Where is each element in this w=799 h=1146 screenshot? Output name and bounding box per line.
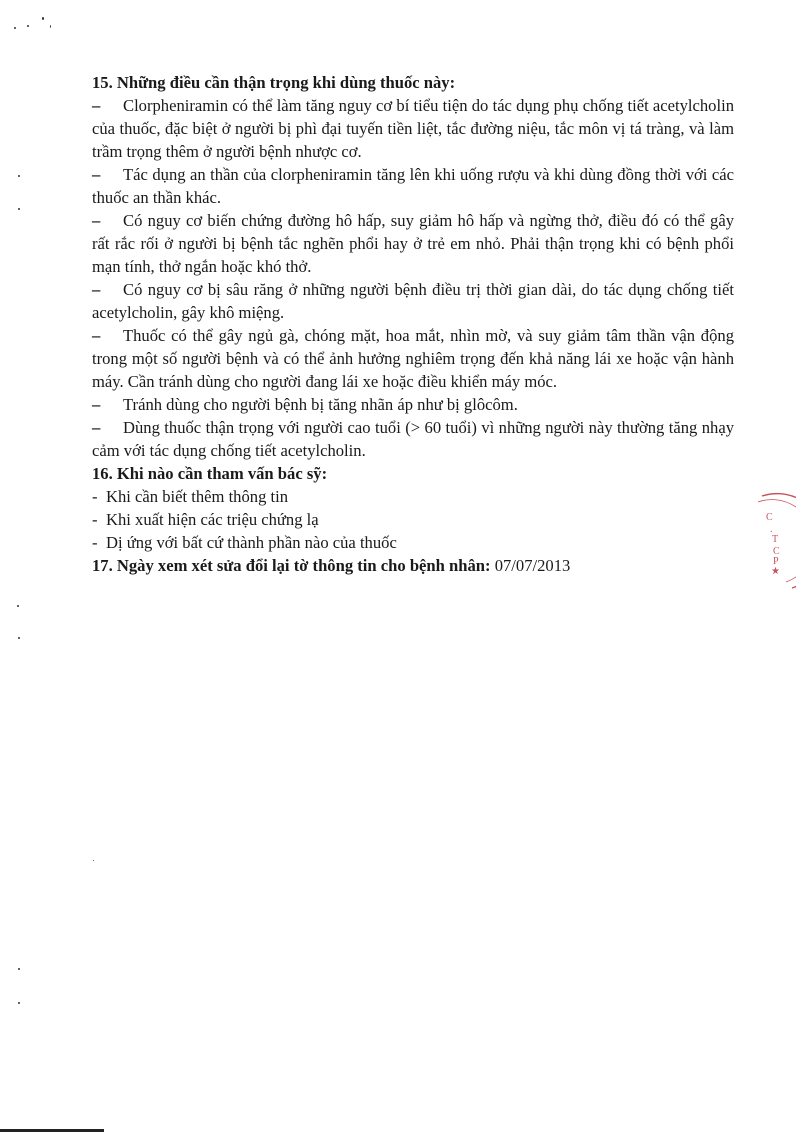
- section-17-title: 17. Ngày xem xét sửa đổi lại tờ thông tin cho bệnh nhân:: [92, 556, 491, 575]
- section-16-item: [92, 485, 734, 508]
- svg-text:T: T: [772, 534, 779, 545]
- scan-speck: [50, 25, 51, 28]
- document-body: [92, 71, 734, 577]
- section-16-item: [92, 508, 734, 531]
- item-text: Khi xuất hiện các triệu chứng lạ: [106, 510, 319, 529]
- item-text: Tránh dùng cho người bệnh bị tăng nhãn áp như bị glôcôm.: [123, 395, 518, 414]
- section-15-item: [92, 209, 734, 278]
- item-text: Có nguy cơ biến chứng đường hô hấp, suy giảm hô hấp và ngừng thở, điều đó có thể gây rất rắc rối ở người bị bệnh tắc nghẽn phổi hay ở trẻ em nhỏ. Phải thận trọng khi có bệnh phổi mạn tính, thở ngắn hoặc khó thở.: [92, 211, 734, 276]
- item-text: Tác dụng an thần của clorpheniramin tăng lên khi uống rượu và khi dùng đồng thời với các thuốc an thần khác.: [92, 165, 734, 207]
- revision-date: 07/07/2013: [494, 556, 571, 575]
- dash-marker: –: [92, 96, 101, 115]
- section-15-heading: 15. Những điều cần thận trọng khi dùng thuốc này:: [92, 73, 456, 92]
- section-16-item: [92, 531, 734, 554]
- item-text: Clorpheniramin có thể làm tăng nguy cơ bí tiểu tiện do tác dụng phụ chống tiết acetylcholin của thuốc, đặc biệt ở người bị phì đại tuyến tiền liệt, tắc đường niệu, tắc môn vị tá tràng, và làm trầm trọng thêm ở người bệnh nhược cơ.: [92, 96, 734, 161]
- svg-text:P: P: [773, 556, 779, 567]
- item-text: Khi cần biết thêm thông tin: [106, 487, 289, 506]
- dash-marker: –: [92, 280, 101, 299]
- hyphen-marker: -: [92, 510, 98, 529]
- dash-marker: –: [92, 418, 101, 437]
- hyphen-marker: -: [92, 487, 98, 506]
- scan-speck: [93, 860, 94, 861]
- section-15-item: [92, 163, 734, 209]
- item-text: Dị ứng với bất cứ thành phần nào của thuốc: [106, 533, 397, 552]
- section-15-item: [92, 416, 734, 462]
- scan-speck: [18, 175, 20, 177]
- scan-speck: [18, 208, 20, 210]
- section-15-item: [92, 324, 734, 393]
- svg-text:C: C: [773, 546, 780, 557]
- scan-speck: [27, 25, 29, 27]
- scan-speck: [14, 27, 16, 29]
- scan-speck: [18, 968, 20, 970]
- dash-marker: –: [92, 211, 101, 230]
- bottom-edge-line: [0, 1129, 104, 1132]
- section-15-item: [92, 278, 734, 324]
- dash-marker: –: [92, 326, 101, 345]
- svg-text:★: ★: [771, 566, 780, 577]
- hyphen-marker: -: [92, 533, 98, 552]
- scan-speck: [18, 637, 20, 639]
- scan-speck: [17, 605, 19, 607]
- svg-text:C: C: [766, 512, 773, 523]
- item-text: Thuốc có thể gây ngủ gà, chóng mặt, hoa mắt, nhìn mờ, và suy giảm tâm thần vận động trong một số người bệnh và có thể ảnh hưởng nghiêm trọng đến khả năng lái xe hoặc vận hành máy. Cần tránh dùng cho người đang lái xe hoặc điều khiển máy móc.: [92, 326, 734, 391]
- section-16-heading: 16. Khi nào cần tham vấn bác sỹ:: [92, 464, 328, 483]
- item-text: Dùng thuốc thận trọng với người cao tuổi (> 60 tuổi) vì những người này thường tăng nhạy cảm với tác dụng chống tiết acetylcholin.: [92, 418, 734, 460]
- item-text: Có nguy cơ bị sâu răng ở những người bệnh điều trị thời gian dài, do tác dụng chống tiết acetylcholin, gây khô miệng.: [92, 280, 734, 322]
- section-15-item: [92, 94, 734, 163]
- scan-speck: [42, 17, 44, 20]
- scan-speck: [18, 1002, 20, 1004]
- section-15-item: [92, 393, 734, 416]
- svg-text:.: .: [770, 524, 773, 535]
- company-stamp: [752, 492, 796, 592]
- dash-marker: –: [92, 165, 101, 184]
- section-17-heading: [92, 554, 734, 577]
- dash-marker: –: [92, 395, 101, 414]
